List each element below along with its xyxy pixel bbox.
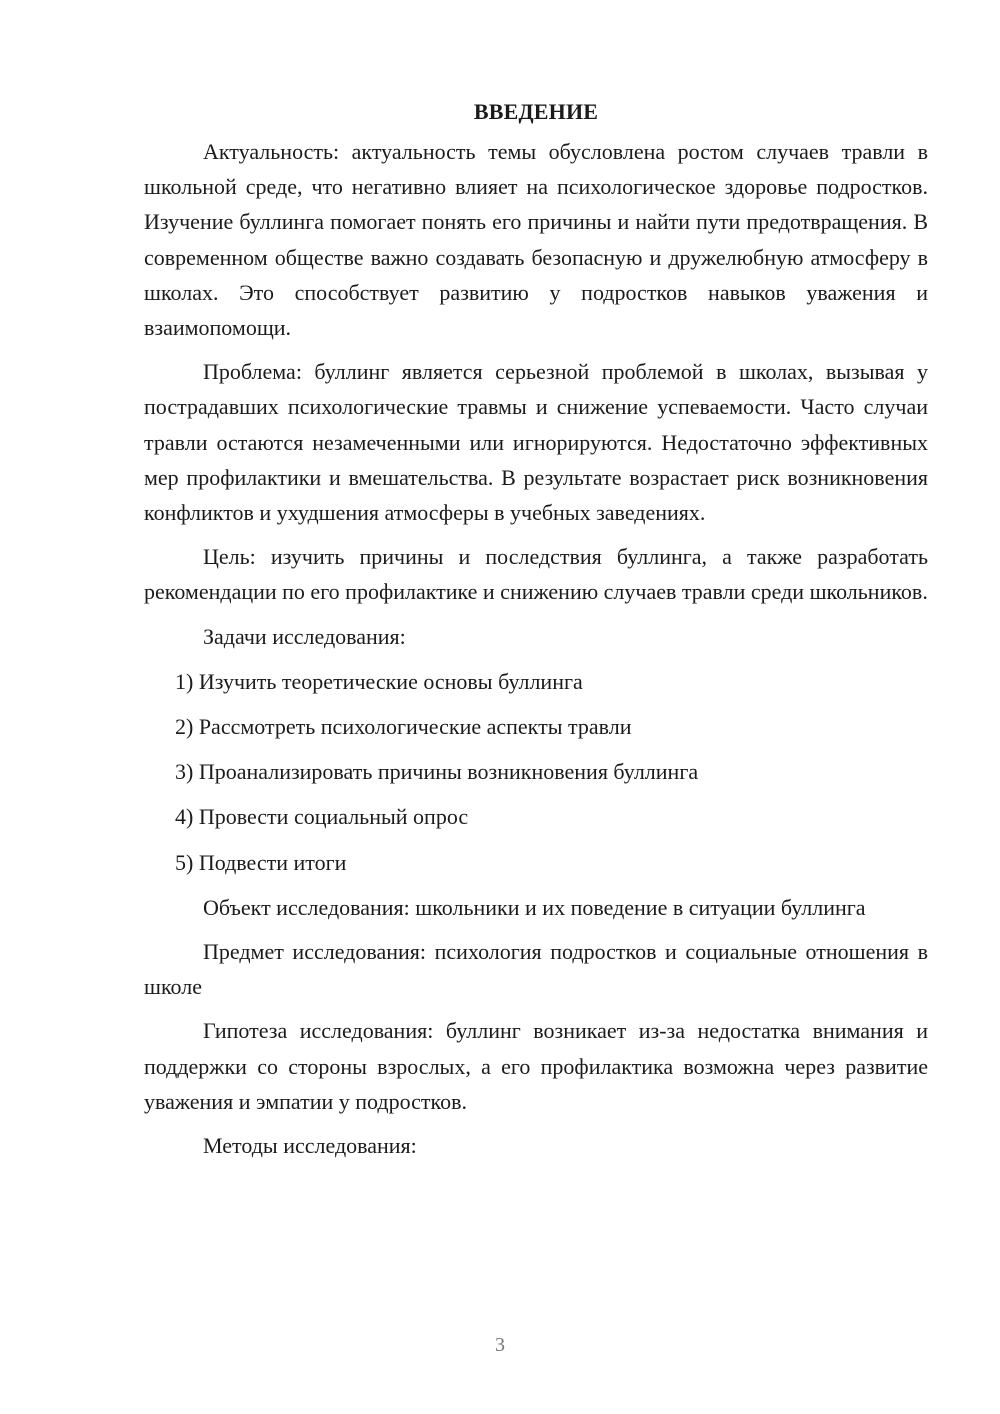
task-item: 1) Изучить теоретические основы буллинга <box>175 668 583 694</box>
problem-paragraph: Проблема: буллинг является серьезной проблемой в школах, вызывая у пострадавших психологические травмы и снижение успеваемости. Часто случаи травли остаются незамеченными или игнорируются. Недостаточно эффективных мер профилактики и вмешательства. В результате возрастает риск возникновения конфликтов и ухудшения атмосферы в учебных заведениях. <box>144 359 928 526</box>
object-paragraph: Объект исследования: школьники и их поведение в ситуации буллинга <box>203 894 866 920</box>
hypothesis-paragraph: Гипотеза исследования: буллинг возникает из-за недостатка внимания и поддержки со стороны взрослых, а его профилактика возможна через развитие уважения и эмпатии у подростков. <box>144 1018 928 1114</box>
goal-paragraph: Цель: изучить причины и последствия буллинга, а также разработать рекомендации по его профилактике и снижению случаев травли среди школьников. <box>144 544 928 605</box>
task-item: 5) Подвести итоги <box>175 849 347 875</box>
task-item: 3) Проанализировать причины возникновения буллинга <box>175 759 699 785</box>
task-item: 4) Провести социальный опрос <box>175 804 469 830</box>
methods-paragraph: Методы исследования: <box>203 1133 417 1159</box>
document-page <box>144 96 928 1172</box>
relevance-paragraph: Актуальность: актуальность темы обусловлена ростом случаев травли в школьной среде, что негативно влияет на психологическое здоровье подростков. Изучение буллинга помогает понять его причины и найти пути предотвращения. В современном обществе важно создавать безопасную и дружелюбную атмосферу в школах. Это способствует развитию у подростков навыков уважения и взаимопомощи. <box>144 139 928 341</box>
tasks-heading: Задачи исследования: <box>203 623 406 649</box>
page-number: 3 <box>495 1334 505 1356</box>
task-item: 2) Рассмотреть психологические аспекты травли <box>175 714 632 740</box>
page-title: ВВЕДЕНИЕ <box>473 99 599 124</box>
subject-paragraph: Предмет исследования: психология подростков и социальные отношения в школе <box>144 939 928 1000</box>
tasks-list <box>144 664 928 880</box>
